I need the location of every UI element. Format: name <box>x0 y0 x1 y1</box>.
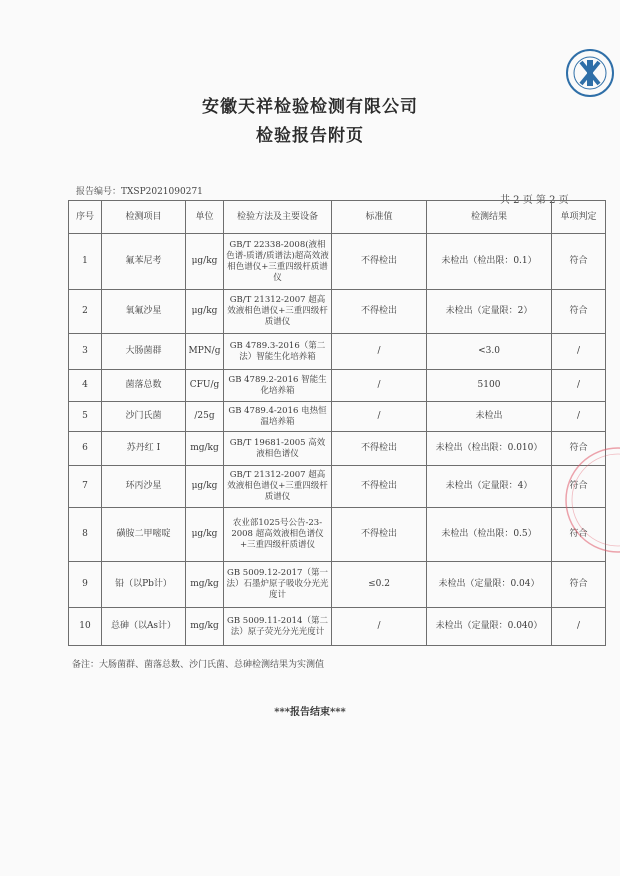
cell-result: 未检出（定量限：2） <box>427 290 552 334</box>
cell-no: 4 <box>69 370 102 402</box>
cell-no: 10 <box>69 608 102 646</box>
cell-unit: mg/kg <box>186 608 224 646</box>
cell-result: 未检出（检出限：0.010） <box>427 432 552 466</box>
cell-judgement: / <box>552 334 606 370</box>
cell-standard: 不得检出 <box>332 432 427 466</box>
page-indicator: 共 2 页 第 2 页 <box>500 195 569 206</box>
cell-no: 6 <box>69 432 102 466</box>
cell-unit: mg/kg <box>186 562 224 608</box>
cell-method: GB 5009.12-2017（第一法）石墨炉原子吸收分光光度计 <box>224 562 332 608</box>
cell-method: 农业部1025号公告-23-2008 超高效液相色谱仪+三重四级杆质谱仪 <box>224 508 332 562</box>
table-row <box>69 508 606 562</box>
report-number: 报告编号：TXSP2021090271 <box>76 187 203 197</box>
table-row <box>69 402 606 432</box>
cell-judgement: / <box>552 608 606 646</box>
cell-judgement: 符合 <box>552 466 606 508</box>
cell-method: GB/T 21312-2007 超高效液相色谱仪+三重四级杆质谱仪 <box>224 466 332 508</box>
table-row <box>69 562 606 608</box>
cell-item: 苏丹红 I <box>102 432 186 466</box>
cell-item: 磺胺二甲嘧啶 <box>102 508 186 562</box>
cell-item: 菌落总数 <box>102 370 186 402</box>
col-header-unit: 单位 <box>186 201 224 234</box>
col-header-method: 检验方法及主要设备 <box>224 201 332 234</box>
cell-method: GB 5009.11-2014（第二法）原子荧光分光光度计 <box>224 608 332 646</box>
cell-item: 氧氟沙星 <box>102 290 186 334</box>
cell-no: 3 <box>69 334 102 370</box>
cell-standard: 不得检出 <box>332 508 427 562</box>
page-subtitle: 检验报告附页 <box>256 126 364 146</box>
cell-method: GB/T 21312-2007 超高效液相色谱仪+三重四级杆质谱仪 <box>224 290 332 334</box>
cell-unit: CFU/g <box>186 370 224 402</box>
cell-standard: 不得检出 <box>332 234 427 290</box>
col-header-judgement: 单项判定 <box>552 201 606 234</box>
table-row <box>69 334 606 370</box>
company-title: 安徽天祥检验检测有限公司 <box>202 97 418 117</box>
cell-result: 未检出（定量限：0.040） <box>427 608 552 646</box>
cell-method: GB 4789.3-2016（第二法）智能生化培养箱 <box>224 334 332 370</box>
table-row <box>69 290 606 334</box>
cell-result: <3.0 <box>427 334 552 370</box>
cell-standard: ≤0.2 <box>332 562 427 608</box>
cell-judgement: 符合 <box>552 290 606 334</box>
cell-judgement: 符合 <box>552 562 606 608</box>
official-seal-icon <box>560 440 620 560</box>
results-table <box>68 200 606 646</box>
cell-judgement: 符合 <box>552 432 606 466</box>
cell-result: 未检出（检出限：0.5） <box>427 508 552 562</box>
table-row <box>69 370 606 402</box>
cell-item: 环丙沙星 <box>102 466 186 508</box>
cell-unit: mg/kg <box>186 432 224 466</box>
remark-note: 备注：大肠菌群、菌落总数、沙门氏菌、总砷检测结果为实测值 <box>72 660 325 670</box>
cell-standard: / <box>332 334 427 370</box>
cell-standard: 不得检出 <box>332 466 427 508</box>
cell-method: GB 4789.2-2016 智能生化培养箱 <box>224 370 332 402</box>
table-row <box>69 466 606 508</box>
cell-unit: μg/kg <box>186 290 224 334</box>
cell-no: 9 <box>69 562 102 608</box>
cell-judgement: / <box>552 370 606 402</box>
table-row <box>69 608 606 646</box>
company-logo-icon <box>565 48 615 98</box>
table-row <box>69 234 606 290</box>
cell-judgement: 符合 <box>552 234 606 290</box>
cell-method: GB/T 19681-2005 高效液相色谱仪 <box>224 432 332 466</box>
col-header-no: 序号 <box>69 201 102 234</box>
cell-method: GB/T 22338-2008(液相色谱-质谱/质谱法)超高效液相色谱仪+三重四级杆质谱仪 <box>224 234 332 290</box>
cell-item: 总砷（以As计） <box>102 608 186 646</box>
cell-item: 沙门氏菌 <box>102 402 186 432</box>
cell-standard: / <box>332 370 427 402</box>
report-end-marker: ***报告结束*** <box>274 707 346 718</box>
cell-no: 2 <box>69 290 102 334</box>
col-header-result: 检测结果 <box>427 201 552 234</box>
cell-unit: MPN/g <box>186 334 224 370</box>
cell-result: 5100 <box>427 370 552 402</box>
cell-item: 大肠菌群 <box>102 334 186 370</box>
table-row <box>69 432 606 466</box>
cell-result: 未检出（检出限：0.1） <box>427 234 552 290</box>
cell-unit: /25g <box>186 402 224 432</box>
cell-method: GB 4789.4-2016 电热恒温培养箱 <box>224 402 332 432</box>
cell-result: 未检出 <box>427 402 552 432</box>
cell-no: 1 <box>69 234 102 290</box>
cell-standard: 不得检出 <box>332 290 427 334</box>
cell-unit: μg/kg <box>186 508 224 562</box>
cell-item: 氟苯尼考 <box>102 234 186 290</box>
cell-standard: / <box>332 608 427 646</box>
cell-unit: μg/kg <box>186 466 224 508</box>
cell-result: 未检出（定量限：4） <box>427 466 552 508</box>
cell-standard: / <box>332 402 427 432</box>
cell-unit: μg/kg <box>186 234 224 290</box>
cell-judgement: / <box>552 402 606 432</box>
cell-result: 未检出（定量限：0.04） <box>427 562 552 608</box>
cell-no: 7 <box>69 466 102 508</box>
col-header-item: 检测项目 <box>102 201 186 234</box>
cell-no: 5 <box>69 402 102 432</box>
cell-item: 铅（以Pb计） <box>102 562 186 608</box>
table-header-row <box>69 201 606 234</box>
cell-no: 8 <box>69 508 102 562</box>
col-header-standard: 标准值 <box>332 201 427 234</box>
cell-judgement: 符合 <box>552 508 606 562</box>
